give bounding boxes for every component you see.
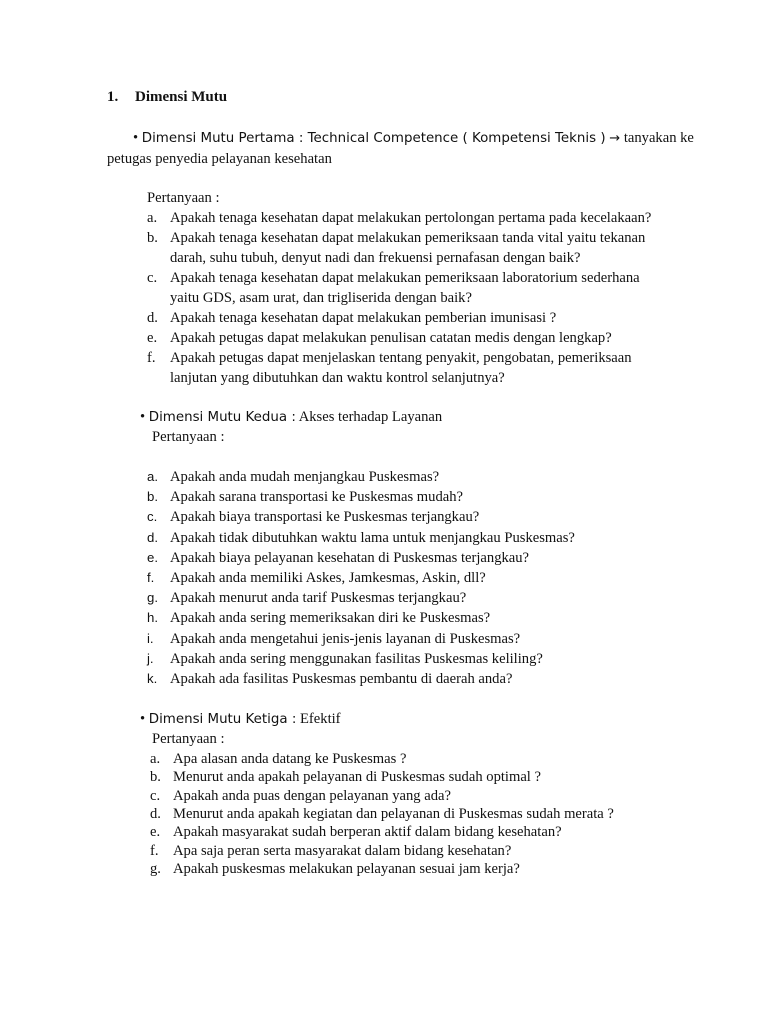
list-item-text: Apakah petugas dapat melakukan penulisan catatan medis dengan lengkap? bbox=[170, 330, 612, 346]
list-item-text: darah, suhu tubuh, denyut nadi dan frekuensi pernafasan dengan baik? bbox=[170, 250, 581, 266]
list-item-text: Apa saja peran serta masyarakat dalam bidang kesehatan? bbox=[173, 842, 512, 859]
dimension-1-heading bbox=[133, 130, 694, 147]
list-item-marker: b. bbox=[147, 230, 158, 246]
dimension-1-label: Dimensi Mutu Pertama : Technical Competence ( Kompetensi Teknis ) bbox=[141, 131, 606, 146]
list-item-marker: b. bbox=[147, 489, 158, 505]
dimension-3-pertanyaan: Pertanyaan : bbox=[152, 731, 225, 747]
list-item-text: Apakah biaya transportasi ke Puskesmas terjangkau? bbox=[170, 509, 480, 526]
dimension-1-heading-line2: petugas penyedia pelayanan kesehatan bbox=[107, 151, 332, 167]
list-item-text: Apakah anda puas dengan pelayanan yang ada? bbox=[173, 787, 451, 804]
dimension-3-label: Dimensi Mutu Ketiga : bbox=[148, 712, 297, 727]
list-item-marker: e. bbox=[147, 549, 158, 565]
dimension-1-instruction: tanyakan ke bbox=[623, 130, 694, 146]
dimension-2-title: Akses terhadap Layanan bbox=[298, 409, 443, 425]
list-item-text: Apakah anda sering menggunakan fasilitas Puskesmas keliling? bbox=[170, 650, 543, 667]
list-item-text: lanjutan yang dibutuhkan dan waktu kontrol selanjutnya? bbox=[170, 370, 505, 386]
list-item-marker: f. bbox=[150, 842, 159, 859]
list-item-text: Apakah tenaga kesehatan dapat melakukan pemeriksaan laboratorium sederhana bbox=[170, 270, 640, 286]
heading-title: Dimensi Mutu bbox=[135, 89, 228, 105]
list-item-text: Apakah tenaga kesehatan dapat melakukan pemberian imunisasi ? bbox=[170, 310, 557, 326]
list-item-marker: c. bbox=[150, 787, 161, 804]
list-item-text: Apakah biaya pelayanan kesehatan di Puskesmas terjangkau? bbox=[170, 549, 530, 566]
dimension-3-title: Efektif bbox=[300, 711, 341, 727]
dimension-2-pertanyaan: Pertanyaan : bbox=[152, 429, 225, 445]
bullet: • bbox=[140, 409, 146, 425]
list-item-text: Apakah petugas dapat menjelaskan tentang penyakit, pengobatan, pemeriksaan bbox=[170, 350, 632, 366]
dimension-1-pertanyaan: Pertanyaan : bbox=[147, 190, 220, 206]
list-item-text: Apakah tidak dibutuhkan waktu lama untuk menjangkau Puskesmas? bbox=[170, 529, 575, 546]
list-item-marker: j. bbox=[147, 650, 154, 666]
list-item-marker: e. bbox=[147, 330, 158, 346]
list-item-text: Apakah sarana transportasi ke Puskesmas mudah? bbox=[170, 489, 464, 506]
list-item-text: Apakah tenaga kesehatan dapat melakukan pemeriksaan tanda vital yaitu tekanan bbox=[170, 230, 646, 246]
list-item-text: Apakah anda memiliki Askes, Jamkesmas, Askin, dll? bbox=[170, 570, 486, 586]
list-item-marker: d. bbox=[150, 805, 161, 822]
list-item-marker: g. bbox=[150, 860, 161, 877]
list-item-text: Apakah anda mengetahui jenis-jenis layanan di Puskesmas? bbox=[170, 630, 521, 647]
list-item-marker: c. bbox=[147, 509, 158, 525]
arrow-right-icon: → bbox=[609, 131, 621, 146]
list-item-marker: k. bbox=[147, 671, 158, 686]
list-item-marker: g. bbox=[147, 590, 158, 606]
list-item-text: Apakah puskesmas melakukan pelayanan sesuai jam kerja? bbox=[173, 860, 520, 877]
list-item-text: Apakah tenaga kesehatan dapat melakukan pertolongan pertama pada kecelakaan? bbox=[170, 210, 652, 226]
list-item-text: yaitu GDS, asam urat, dan trigliserida dengan baik? bbox=[170, 290, 472, 306]
list-item-marker: a. bbox=[150, 751, 161, 767]
list-item-text: Apakah anda mudah menjangkau Puskesmas? bbox=[170, 469, 440, 485]
list-item-text: Apa alasan anda datang ke Puskesmas ? bbox=[173, 751, 407, 767]
list-item-text: Menurut anda apakah kegiatan dan pelayanan di Puskesmas sudah merata ? bbox=[173, 805, 614, 822]
dimension-2-label: Dimensi Mutu Kedua : bbox=[148, 410, 296, 425]
list-item-marker: f. bbox=[147, 350, 156, 366]
list-item-marker: f. bbox=[147, 570, 155, 585]
list-item-text: Menurut anda apakah pelayanan di Puskesmas sudah optimal ? bbox=[173, 769, 541, 786]
list-item-marker: d. bbox=[147, 310, 158, 326]
list-item-text: Apakah masyarakat sudah berperan aktif dalam bidang kesehatan? bbox=[173, 824, 562, 841]
dimension-3-heading bbox=[140, 711, 341, 728]
list-item-marker: a. bbox=[147, 210, 158, 226]
list-item-marker: d. bbox=[147, 529, 158, 545]
list-item-marker: e. bbox=[150, 824, 161, 841]
bullet: • bbox=[133, 130, 139, 146]
list-item-text: Apakah anda sering memeriksakan diri ke Puskesmas? bbox=[170, 610, 491, 627]
list-item-marker: a. bbox=[147, 469, 158, 484]
dimension-2-heading bbox=[140, 409, 442, 426]
list-item-marker: i. bbox=[147, 630, 154, 646]
list-item-marker: h. bbox=[147, 610, 158, 626]
bullet: • bbox=[140, 711, 146, 727]
list-item-text: Apakah menurut anda tarif Puskesmas terjangkau? bbox=[170, 590, 467, 607]
list-item-text: Apakah ada fasilitas Puskesmas pembantu di daerah anda? bbox=[170, 671, 513, 687]
heading-number: 1. bbox=[107, 89, 119, 105]
section-heading bbox=[107, 89, 227, 106]
list-item-marker: b. bbox=[150, 769, 161, 786]
list-item-marker: c. bbox=[147, 270, 158, 286]
